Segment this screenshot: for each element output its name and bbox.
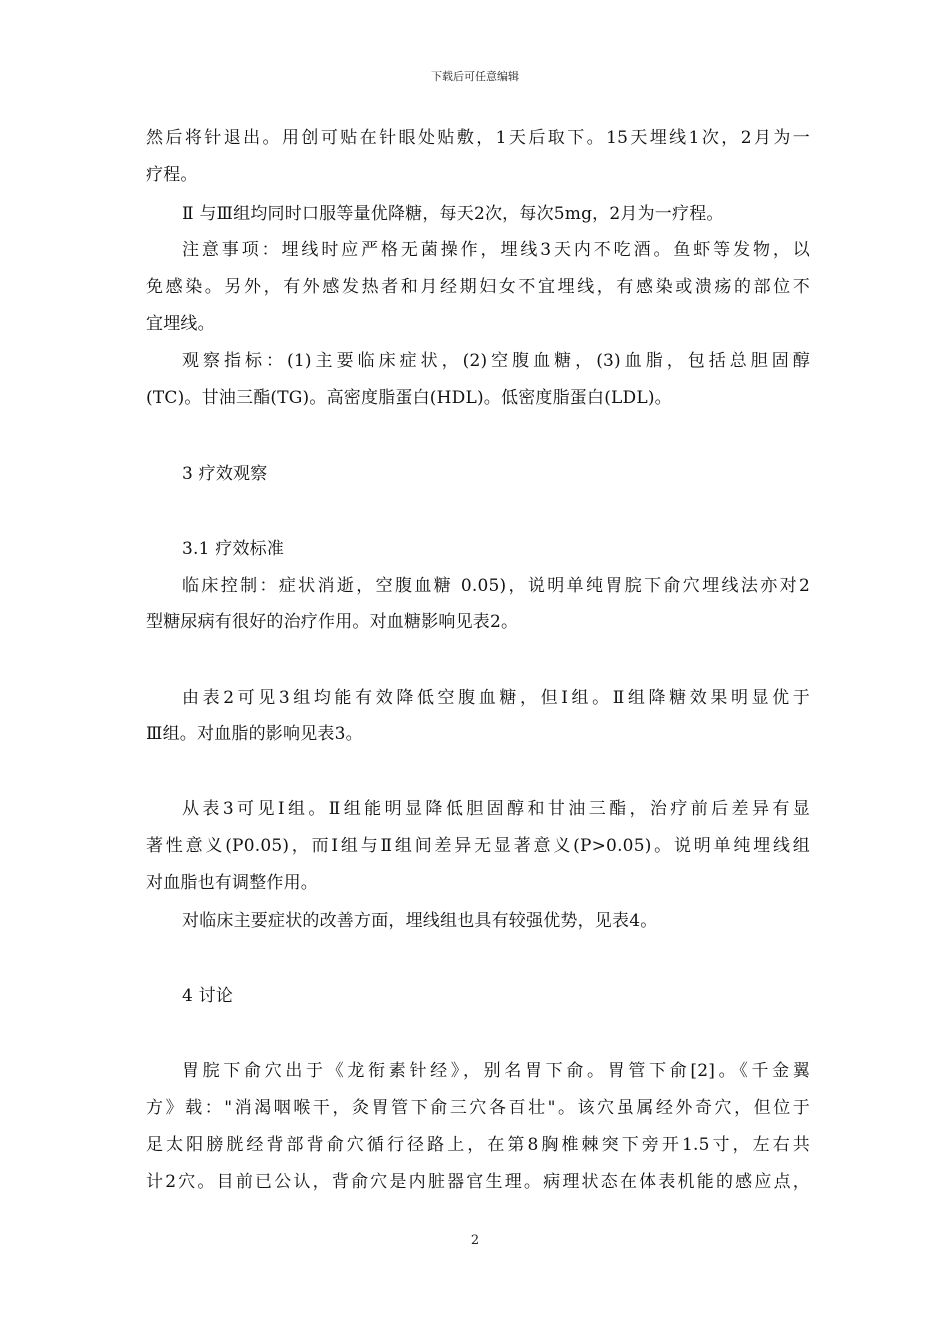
paragraph-line: 足太阳膀胱经背部背俞穴循行径路上，在第8胸椎棘突下旁开1.5寸，左右共 xyxy=(146,1135,810,1155)
paragraph-line: 宜埋线。 xyxy=(146,314,215,334)
paragraph-line: 免感染。另外，有外感发热者和月经期妇女不宜埋线，有感染或溃疡的部位不 xyxy=(146,277,810,297)
paragraph-line: 从表3可见Ⅰ组。Ⅱ组能明显降低胆固醇和甘油三酯，治疗前后差异有显 xyxy=(182,799,810,819)
paragraph-line: 临床控制：症状消逝，空腹血糖 0.05)，说明单纯胃脘下俞穴埋线法亦对2 xyxy=(182,576,810,596)
page-header: 下载后可任意编辑 xyxy=(431,70,519,83)
section-heading: 3 疗效观察 xyxy=(182,464,268,484)
paragraph-line: 由表2可见3组均能有效降低空腹血糖，但Ⅰ组。Ⅱ组降糖效果明显优于 xyxy=(182,688,810,708)
paragraph-line: 方》载："消渴咽喉干，灸胃管下俞三穴各百壮"。该穴虽属经外奇穴，但位于 xyxy=(146,1098,810,1118)
subsection-heading: 3.1 疗效标准 xyxy=(182,539,285,559)
paragraph-line: (TC)。甘油三酯(TG)。高密度脂蛋白(HDL)。低密度脂蛋白(LDL)。 xyxy=(146,388,672,408)
paragraph-line: 著性意义(P0.05)，而Ⅰ组与Ⅱ组间差异无显著意义(P>0.05)。说明单纯埋线组 xyxy=(146,836,810,856)
paragraph-line: Ⅲ组。对血脂的影响见表3。 xyxy=(146,724,363,744)
paragraph-line: 对血脂也有调整作用。 xyxy=(146,873,318,893)
paragraph-line: 然后将针退出。用创可贴在针眼处贴敷，1天后取下。15天埋线1次，2月为一 xyxy=(146,128,810,148)
paragraph-line: 对临床主要症状的改善方面，埋线组也具有较强优势，见表4。 xyxy=(182,911,658,931)
section-heading: 4 讨论 xyxy=(182,986,234,1006)
paragraph-line: 计2穴。目前已公认，背俞穴是内脏器官生理。病理状态在体表机能的感应点， xyxy=(146,1172,810,1192)
paragraph-line: Ⅱ 与Ⅲ组均同时口服等量优降糖，每天2次，每次5mg，2月为一疗程。 xyxy=(182,204,724,224)
paragraph-line: 胃脘下俞穴出于《龙衔素针经》，别名胃下俞。胃管下俞[2]。《千金翼 xyxy=(182,1061,810,1081)
paragraph-line: 型糖尿病有很好的治疗作用。对血糖影响见表2。 xyxy=(146,612,519,632)
paragraph-line: 注意事项：埋线时应严格无菌操作，埋线3天内不吃酒。鱼虾等发物，以 xyxy=(182,240,810,260)
paragraph-line: 疗程。 xyxy=(146,165,198,185)
paragraph-line: 观察指标：(1)主要临床症状，(2)空腹血糖，(3)血脂，包括总胆固醇 xyxy=(182,351,810,371)
page-number: 2 xyxy=(470,1233,480,1248)
